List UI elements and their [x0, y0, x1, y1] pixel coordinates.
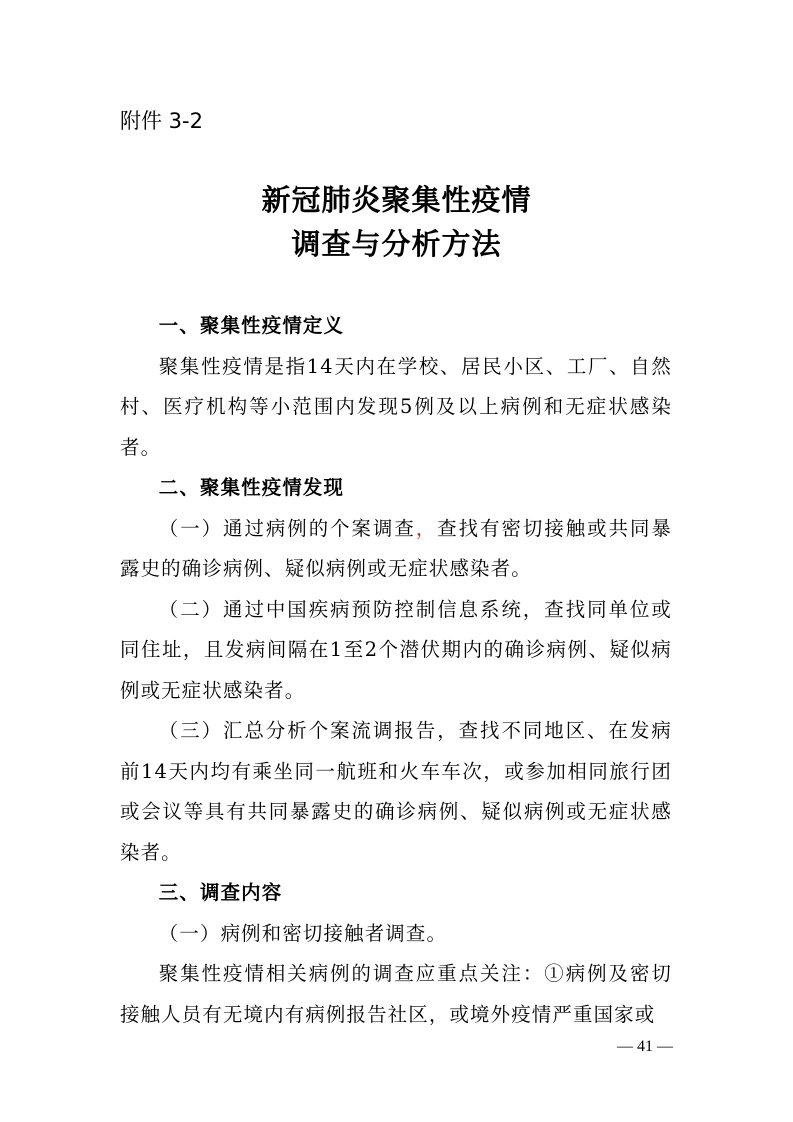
section-2-paragraph-1-part-b: 查找有密切接触或共同暴露史的确诊病例、疑似病例或无症状感染者。 [120, 516, 672, 580]
section-3-paragraph: 聚集性疫情相关病例的调查应重点关注：①病例及密切接触人员有无境内有病例报告社区，或境外疫情严重国家或 [120, 962, 672, 1026]
section-2-heading: 二、聚集性疫情发现 [158, 476, 345, 499]
section-2-paragraph-3: （三）汇总分析个案流调报告，查找不同地区、在发病前14天内均有乘坐同一航班和火车车次，或参加相同旅行团或会议等具有共同暴露史的确诊病例、疑似病例或无症状感染者。 [120, 719, 672, 864]
section-1-paragraph: 聚集性疫情是指14天内在学校、居民小区、工厂、自然村、医疗机构等小范围内发现5例及以上病例和无症状感染者。 [120, 354, 672, 459]
document-title-line-2: 调查与分析方法 [291, 227, 502, 261]
attachment-label: 附件 3-2 [120, 109, 203, 133]
section-2-paragraph-1-part-a: （一）通过病例的个案调查 [158, 516, 416, 540]
section-1-heading: 一、聚集性疫情定义 [158, 314, 345, 337]
section-2-paragraph-2: （二）通过中国疾病预防控制信息系统，查找同单位或同住址，且发病间隔在1至2个潜伏期内的确诊病例、疑似病例或无症状感染者。 [120, 597, 672, 702]
document-title-line-1: 新冠肺炎聚集性疫情 [261, 183, 532, 217]
page-number: — 41 — [617, 1038, 673, 1055]
section-3-subheading-1: （一）病例和密切接触者调查。 [158, 921, 448, 945]
highlighted-comma: ， [415, 516, 438, 540]
section-2-paragraph-1 [120, 509, 672, 590]
section-3-heading: 三、调查内容 [158, 881, 283, 904]
document-body [120, 306, 672, 1035]
